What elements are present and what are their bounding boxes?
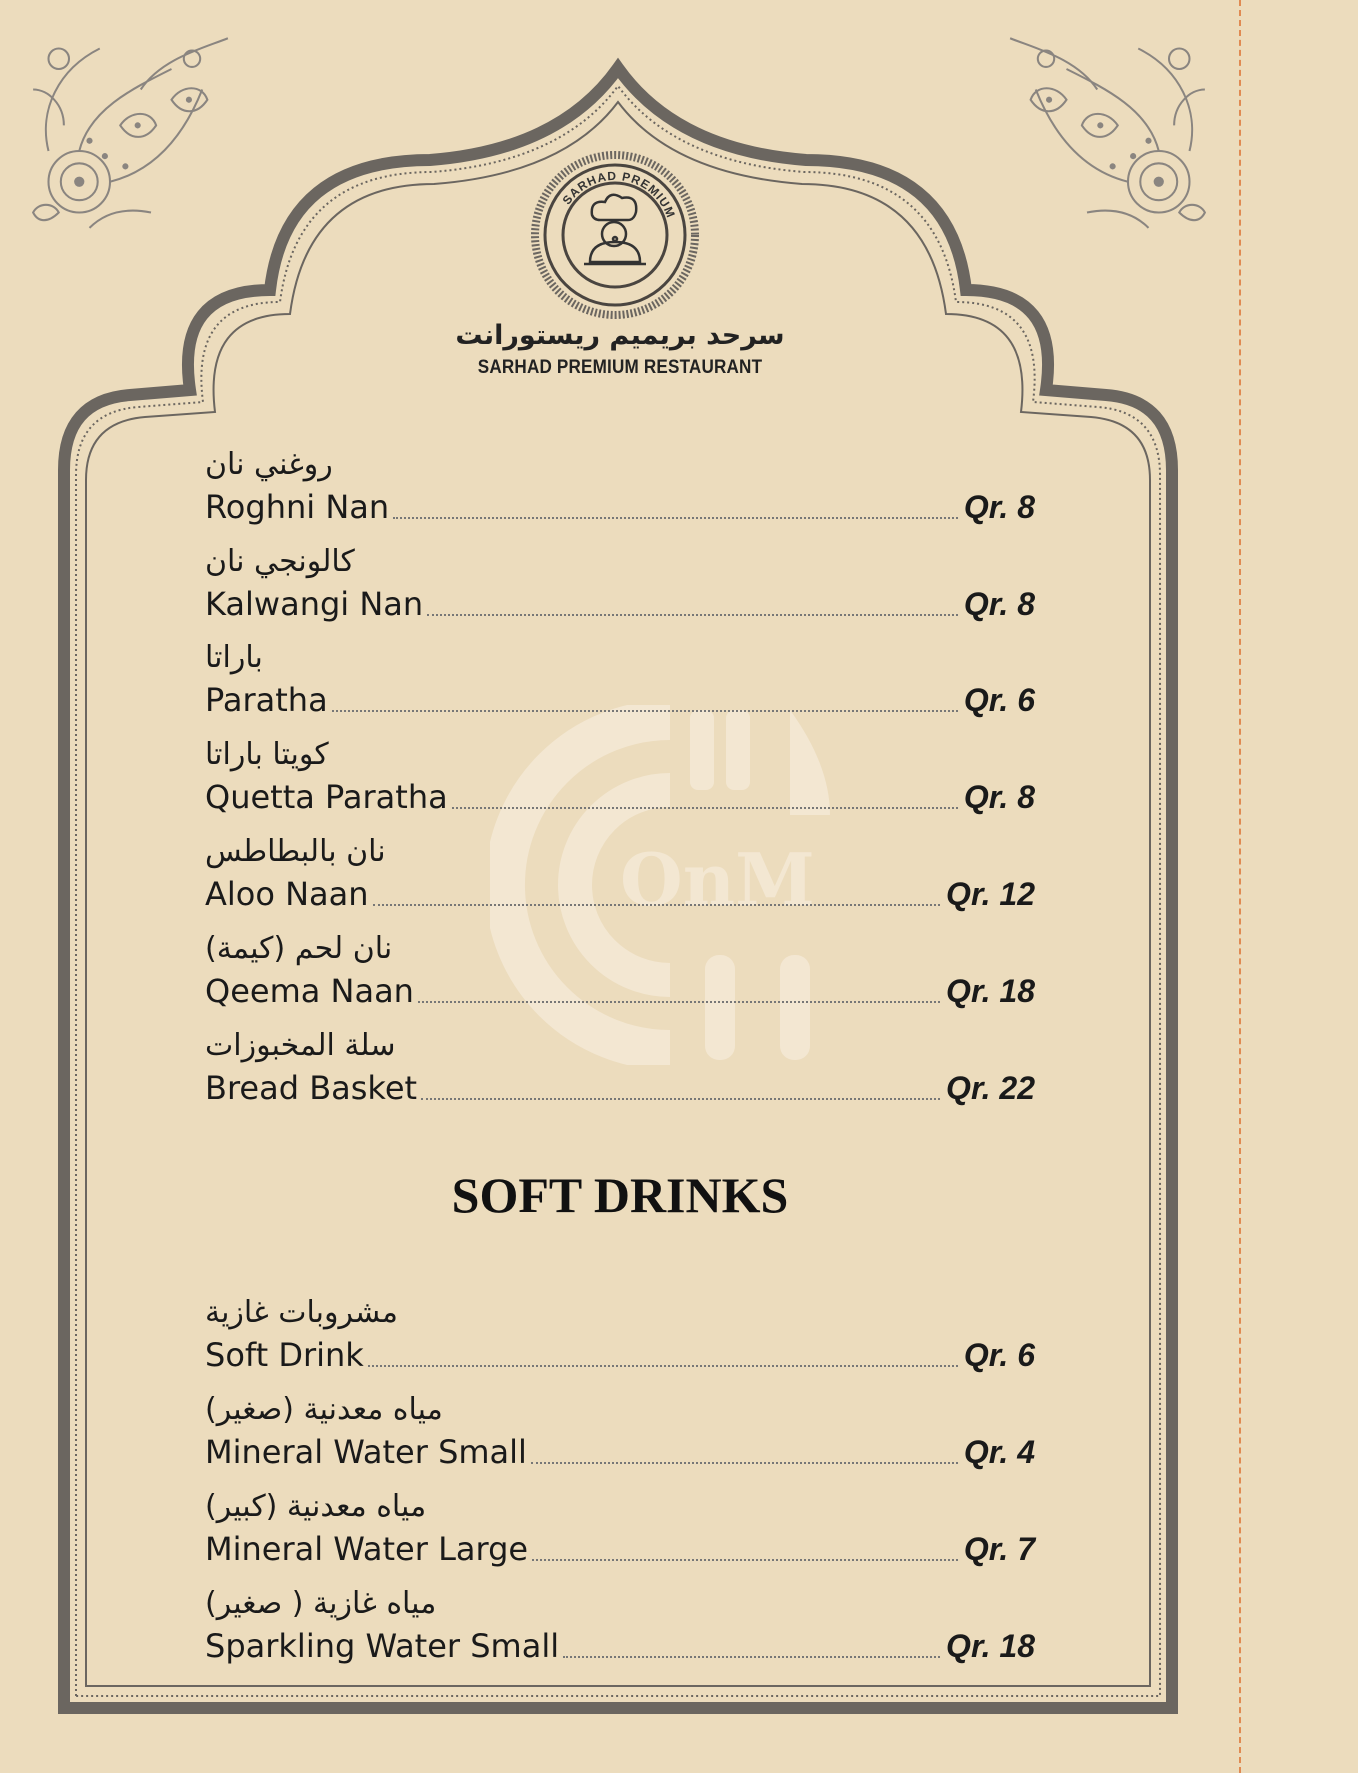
item-name-english: Soft Drink: [205, 1336, 364, 1374]
watermark-text: OnM: [620, 837, 815, 922]
dotted-leader: [452, 807, 958, 809]
menu-item: [205, 832, 1035, 926]
menu-item: [205, 445, 1035, 539]
item-price: Qr. 4: [963, 1434, 1035, 1470]
dotted-leader: [393, 517, 958, 519]
brand-name-english: SARHAD PREMIUM RESTAURANT: [477, 357, 763, 378]
item-name-arabic: نان بالبطاطس: [205, 834, 386, 869]
item-price: Qr. 18: [946, 973, 1035, 1009]
item-price: Qr. 7: [963, 1531, 1035, 1567]
item-name-english: Sparkling Water Small: [205, 1627, 560, 1665]
item-name-english: Mineral Water Small: [205, 1433, 527, 1471]
item-name-arabic: نان لحم (كيمة): [205, 931, 393, 966]
menu-item: [205, 1584, 1035, 1678]
item-name-arabic: مياه معدنية (كبير): [205, 1489, 427, 1524]
dotted-leader: [368, 1365, 958, 1367]
item-price: Qr. 18: [946, 1628, 1035, 1664]
item-price: Qr. 6: [963, 682, 1035, 718]
item-name-english: Qeema Naan: [205, 972, 414, 1010]
menu-item: [205, 1390, 1035, 1484]
dotted-leader: [563, 1656, 940, 1658]
section-title-soft-drinks: SOFT DRINKS: [451, 1167, 789, 1223]
menu-item: [205, 1487, 1035, 1581]
item-name-arabic: سلة المخبوزات: [205, 1028, 396, 1063]
item-price: Qr. 8: [963, 586, 1035, 622]
item-name-english: Bread Basket: [205, 1069, 418, 1107]
item-name-arabic: روغني نان: [205, 447, 333, 482]
menu-item: [205, 638, 1035, 732]
dotted-leader: [373, 904, 941, 906]
item-price: Qr. 12: [946, 876, 1035, 912]
chef-cloche-logo-icon: [530, 150, 700, 320]
dotted-leader: [418, 1001, 940, 1003]
item-name-arabic: كالونجي نان: [205, 544, 355, 579]
item-price: Qr. 8: [963, 779, 1035, 815]
item-price: Qr. 6: [963, 1337, 1035, 1373]
item-name-english: Mineral Water Large: [205, 1530, 529, 1568]
item-name-english: Kalwangi Nan: [205, 585, 424, 623]
item-name-arabic: باراتا: [205, 640, 263, 675]
item-name-english: Aloo Naan: [205, 875, 369, 913]
item-name-english: Quetta Paratha: [205, 778, 448, 816]
dotted-leader: [532, 1559, 958, 1561]
item-name-arabic: مياه غازية ( صغير): [205, 1586, 437, 1621]
dotted-leader: [531, 1462, 958, 1464]
item-name-arabic: مشروبات غازية: [205, 1295, 398, 1330]
item-name-english: Roghni Nan: [205, 488, 390, 526]
brand-name-arabic: سرحد بريميم ريستورانت: [455, 320, 785, 351]
menu-item: [205, 1026, 1035, 1120]
item-name-arabic: مياه معدنية (صغير): [205, 1392, 443, 1427]
menu-item: [205, 735, 1035, 829]
item-price: Qr. 22: [946, 1070, 1035, 1106]
item-price: Qr. 8: [963, 489, 1035, 525]
item-name-english: Paratha: [205, 681, 328, 719]
dotted-leader: [427, 614, 958, 616]
logo-badge-text: SARHAD PREMIUM: [559, 168, 679, 221]
menu-item: [205, 542, 1035, 636]
dotted-leader: [421, 1098, 940, 1100]
menu-item: [205, 929, 1035, 1023]
menu-item: [205, 1293, 1035, 1387]
dotted-leader: [332, 710, 958, 712]
item-name-arabic: كويتا باراتا: [205, 737, 329, 772]
